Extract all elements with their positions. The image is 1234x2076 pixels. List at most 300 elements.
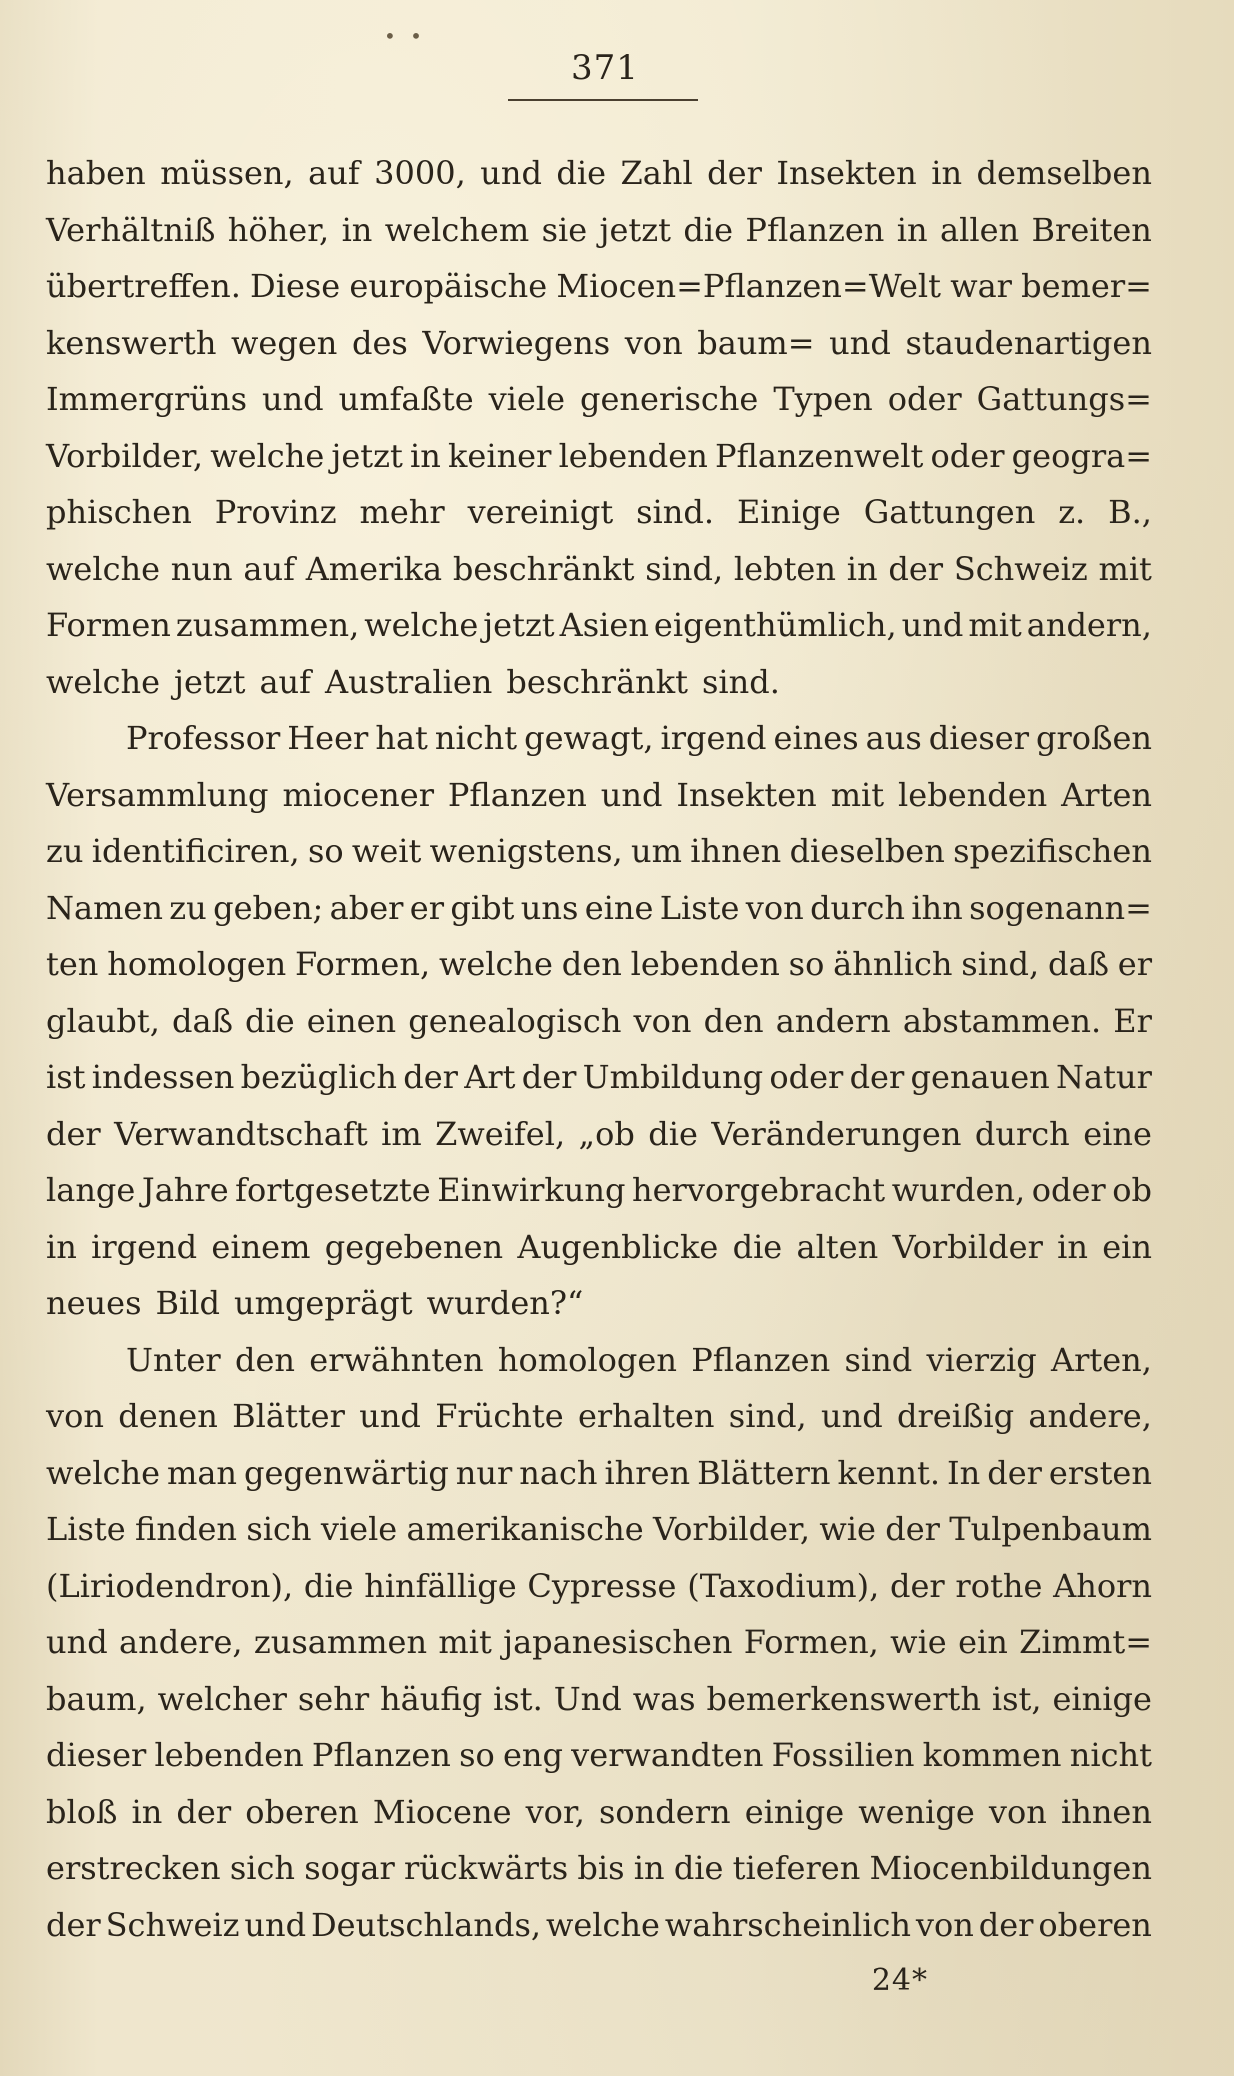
text-line [46,1784,1152,1841]
word: übertreffen. [46,267,241,305]
word: welcher [157,1679,287,1718]
word: Asien [559,606,649,644]
text-line [46,1840,1152,1897]
word: Vorbilder, [46,436,204,475]
word: jetzt [331,436,403,475]
word: baum= [697,323,815,362]
word: was [632,1679,696,1718]
word: wegen [231,323,338,362]
word: oder [930,436,1005,475]
word: durch [810,888,905,927]
word: aber [329,888,404,927]
text-line [46,1049,1152,1106]
text-line [46,1388,1152,1445]
word: der [889,1566,945,1605]
word: im [381,1114,422,1153]
word: die [303,1566,354,1605]
word: homologen [497,1340,677,1379]
word: weit [351,832,422,870]
word: abstammen. [902,1001,1102,1040]
word: der [176,1792,232,1831]
word: der [46,1114,101,1153]
word: dieser [46,1736,147,1774]
word: den [561,945,622,983]
word: von [745,888,804,927]
word: geben; [213,888,324,927]
word: der [987,1453,1042,1492]
top-dots: • • [384,24,426,48]
word: Umbildung [582,1058,764,1096]
word: welche [46,662,161,701]
page-number: 371 [571,48,639,88]
word: auf [259,662,311,701]
word: homologen [107,945,287,983]
word: Verwandtschaft [114,1114,368,1153]
word: kenswerth [46,323,217,362]
word: sind, [728,1397,807,1435]
word: Pflanzen [447,775,587,814]
word: von [988,1792,1047,1831]
word: ihren [604,1453,691,1492]
text-line [46,1332,1152,1389]
word: genauen [910,1058,1050,1096]
word: gegenwärtig [244,1453,449,1492]
word: Blätter [232,1397,345,1435]
word: Deutschlands, [311,1905,542,1944]
word: Miocen=Pflanzen=Welt [556,267,942,305]
word: in [131,1792,163,1831]
word: ten [46,945,99,983]
word: man [167,1453,238,1492]
word: welche [46,1453,161,1492]
word: mit [438,1623,492,1661]
word: sie [541,210,588,249]
word: die [673,1849,724,1887]
word: gewagt, [524,719,654,757]
text-line [46,1727,1152,1784]
word: so [788,945,825,983]
word: andere, [119,1623,243,1661]
word: eigenthümlich, [653,606,897,644]
word: demselben [976,154,1152,192]
signature-mark: 24* [871,1963,928,1998]
word: Liste [659,888,740,927]
word: welche [545,1905,660,1944]
word: vierzig [926,1340,1037,1379]
word: Miocene [372,1792,512,1831]
word: und [46,1623,108,1661]
text-line [46,1445,1152,1502]
word: einem [211,1227,311,1266]
word: lebten [733,549,836,588]
word: Ahorn [1053,1566,1152,1605]
word: Miocenbildungen [869,1849,1152,1887]
word: beschränkt [506,662,688,701]
word: erstrecken [46,1849,221,1887]
word: oder [1031,1171,1106,1209]
word: nun [170,549,233,588]
word: nicht [434,719,518,757]
word: staudenartigen [905,323,1152,362]
word: ähnlich [833,945,953,983]
word: tieferen [732,1849,861,1887]
word: ob [1112,1171,1152,1209]
word: der [888,549,944,588]
text-line [46,1275,1152,1332]
word: ist [46,1058,86,1096]
word: umgeprägt [233,1284,413,1322]
word: „ob [578,1114,635,1153]
word: Arten [1061,775,1152,814]
word: Gattungen [863,493,1036,531]
word: z. [1058,493,1086,531]
word: und [261,380,324,418]
text-line [46,993,1152,1050]
word: identificiren, [91,832,300,870]
word: die [732,1227,783,1266]
word: Einige [736,493,841,531]
word: Verhältniß [46,210,216,249]
word: sich [229,1849,295,1887]
word: nach [519,1453,598,1492]
text-line [46,1614,1152,1671]
word: Veränderungen [711,1114,962,1153]
word: dieser [928,719,1030,757]
word: Tulpenbaum [949,1510,1152,1548]
word: kommen [922,1736,1062,1774]
word: gibt [450,888,515,927]
word: sondern [598,1792,731,1831]
word: mit [1098,549,1152,588]
word: in [46,1227,77,1266]
word: keiner [448,436,552,475]
word: umfaßte [338,380,474,418]
word: irgend [660,719,767,757]
word: in [633,1849,665,1887]
word: spezifischen [953,832,1152,870]
word: (Liriodendron), [46,1566,294,1605]
word: so [459,1736,495,1774]
word: In [947,1453,981,1492]
word: in [410,436,441,475]
word: und [600,775,663,814]
word: generische [579,380,759,418]
word: er [1117,945,1152,983]
word: um [631,832,682,870]
word: Professor [126,719,281,757]
word: haben [46,154,146,192]
word: Breiten [1031,210,1152,249]
word: Immergrüns [46,380,247,418]
word: auf [308,154,360,192]
word: Und [553,1679,622,1718]
word: Einwirkung [437,1171,626,1209]
word: zu [169,888,207,927]
word: lebenden [558,436,708,475]
word: Formen, [743,1623,879,1661]
word: durch [974,1114,1070,1153]
word: verwandten [571,1736,764,1774]
word: dieselben [789,832,945,870]
word: Provinz [214,493,337,531]
word: höher, [227,210,330,249]
word: Augenblicke [517,1227,719,1266]
word: Amerika [305,549,443,588]
word: und [244,1905,307,1944]
text-line [46,936,1152,993]
word: einen [306,1001,397,1040]
word: der [403,1058,458,1096]
word: bezüglich [240,1058,398,1096]
word: in [896,210,928,249]
word: mehr [359,493,445,531]
word: die [683,210,734,249]
word: Art [464,1058,516,1096]
word: ein [1102,1227,1152,1266]
word: 3000, [374,154,466,192]
word: wurden, [891,1171,1026,1209]
word: einige [744,1792,845,1831]
word: und [821,1397,883,1435]
word: welche [210,436,325,475]
word: der [46,1905,101,1944]
word: in [846,549,878,588]
word: und [829,323,891,362]
word: Cypresse [527,1566,677,1605]
word: (Taxodium), [687,1566,880,1605]
word: zusammen, [175,606,360,644]
text-line [46,1671,1152,1728]
word: Formen [46,606,171,644]
word: sehr [297,1679,370,1718]
word: uns [520,888,579,927]
word: Gattungs= [976,380,1152,418]
word: welche [364,606,479,644]
word: erwähnten [309,1340,484,1379]
word: amerikanische [406,1510,644,1548]
word: Zweifel, [435,1114,566,1153]
word: zu [46,832,84,870]
word: welche [46,549,161,588]
word: ersten [1048,1453,1152,1492]
word: eng [502,1736,563,1774]
word: der [707,154,762,192]
word: oberen [1038,1905,1152,1944]
word: ihn [911,888,963,927]
word: ihnen [690,832,782,870]
word: von [633,1001,692,1040]
word: hervorgebracht [632,1171,886,1209]
word: aus [865,719,922,757]
word: miocener [282,775,434,814]
text-line [46,1219,1152,1276]
word: jetzt [174,662,246,701]
word: oder [769,1058,844,1096]
word: sind, [961,945,1040,983]
word: wie [819,1510,876,1548]
text-line [46,597,1152,654]
word: wie [890,1623,947,1661]
body-text [46,145,1152,1953]
word: Insekten [776,154,917,192]
word: bemer= [1021,267,1152,305]
word: die [648,1114,698,1153]
word: neues [46,1284,142,1322]
word: die [556,154,607,192]
word: glaubt, [46,1001,160,1040]
word: daß [172,1001,233,1040]
word: eine [584,888,654,927]
word: Pflanzen [691,1340,831,1379]
word: großen [1036,719,1152,757]
word: Blättern [697,1453,831,1492]
word: oberen [245,1792,359,1831]
word: in [1057,1227,1088,1266]
word: einige [1052,1679,1152,1718]
word: wurden?“ [426,1284,584,1322]
word: auf [243,549,295,588]
text-line [46,1106,1152,1163]
word: den [703,1001,764,1040]
word: erhalten [577,1397,715,1435]
word: andern, [1026,606,1152,644]
word: bloß [46,1792,118,1831]
word: Bild [155,1284,220,1322]
word: ein [958,1623,1008,1661]
word: welchem [384,210,530,249]
word: Insekten [676,775,817,814]
word: lebenden [630,945,780,983]
word: hinfällige [364,1566,517,1605]
word: finden [135,1510,237,1548]
word: von [624,323,683,362]
word: Pflanzenwelt [714,436,924,475]
text-line [46,767,1152,824]
word: andern [775,1001,891,1040]
word: Vorwiegens [422,323,611,362]
text-line [46,1501,1152,1558]
text-line [46,145,1152,202]
word: die [245,1001,295,1040]
word: sind. [636,493,715,531]
word: Versammlung [46,775,269,814]
word: Typen [773,380,873,418]
word: eine [1083,1114,1152,1153]
word: Unter [126,1340,221,1379]
word: indessen [91,1058,235,1096]
word: Natur [1056,1058,1152,1096]
word: geogra= [1011,436,1152,475]
word: Vorbilder, [652,1510,811,1548]
word: der [978,1905,1034,1944]
word: mit [968,606,1022,644]
text-line [46,1558,1152,1615]
word: Schweiz [953,549,1088,588]
text-line [46,258,1152,315]
word: der [885,1510,940,1548]
word: Früchte [435,1397,564,1435]
text-line [46,1897,1152,1954]
word: jetzt [483,606,555,644]
word: gegebenen [324,1227,504,1266]
word: der [521,1058,577,1096]
word: beschränkt [452,549,635,588]
word: fortgesetzte [235,1171,431,1209]
text-line [46,541,1152,598]
word: jetzt [599,210,671,249]
word: und [901,606,964,644]
word: nur [455,1453,513,1492]
word: alten [796,1227,879,1266]
text-line [46,371,1152,428]
word: Pflanzen [311,1736,451,1774]
word: hat [375,719,428,757]
word: genealogisch [408,1001,622,1040]
text-line [46,315,1152,372]
word: in [341,210,373,249]
word: Zimmt= [1019,1623,1152,1661]
word: so [307,832,344,870]
word: baum, [46,1679,147,1718]
word: Pflanzen [745,210,885,249]
text-line [46,710,1152,767]
word: der [849,1058,905,1096]
word: häufig [380,1679,483,1718]
word: er [409,888,445,927]
word: und [359,1397,421,1435]
word: von [46,1397,104,1435]
word: allen [940,210,1020,249]
word: Schweiz [105,1905,240,1944]
word: wenigstens, [429,832,623,870]
word: bemerkenswerth [706,1679,981,1718]
word: müssen, [160,154,294,192]
word: Diese [250,267,341,305]
word: sich [246,1510,312,1548]
text-line [46,654,1152,711]
word: welche [438,945,553,983]
word: sind [844,1340,913,1379]
text-line [46,428,1152,485]
word: denen [118,1397,218,1435]
word: Heer [287,719,369,757]
word: Australien [325,662,493,701]
word: sind, [645,549,724,588]
word: vor, [525,1792,585,1831]
word: von [915,1905,974,1944]
word: zusammen [253,1623,428,1661]
word: viele [488,380,566,418]
text-line [46,823,1152,880]
word: Fossilien [771,1736,915,1774]
word: Zahl [620,154,693,192]
word: dreißig [897,1397,1015,1435]
word: sogenann= [969,888,1152,927]
text-line [46,880,1152,937]
header-rule [508,99,698,101]
word: oder [887,380,962,418]
word: phischen [46,493,192,531]
word: ist. [493,1679,543,1718]
text-line [46,1162,1152,1219]
word: daß [1048,945,1109,983]
text-line [46,484,1152,541]
word: wahrscheinlich [664,1905,911,1944]
word: wenige [858,1792,975,1831]
word: des [351,323,408,362]
word: eines [773,719,859,757]
text-line [46,202,1152,259]
